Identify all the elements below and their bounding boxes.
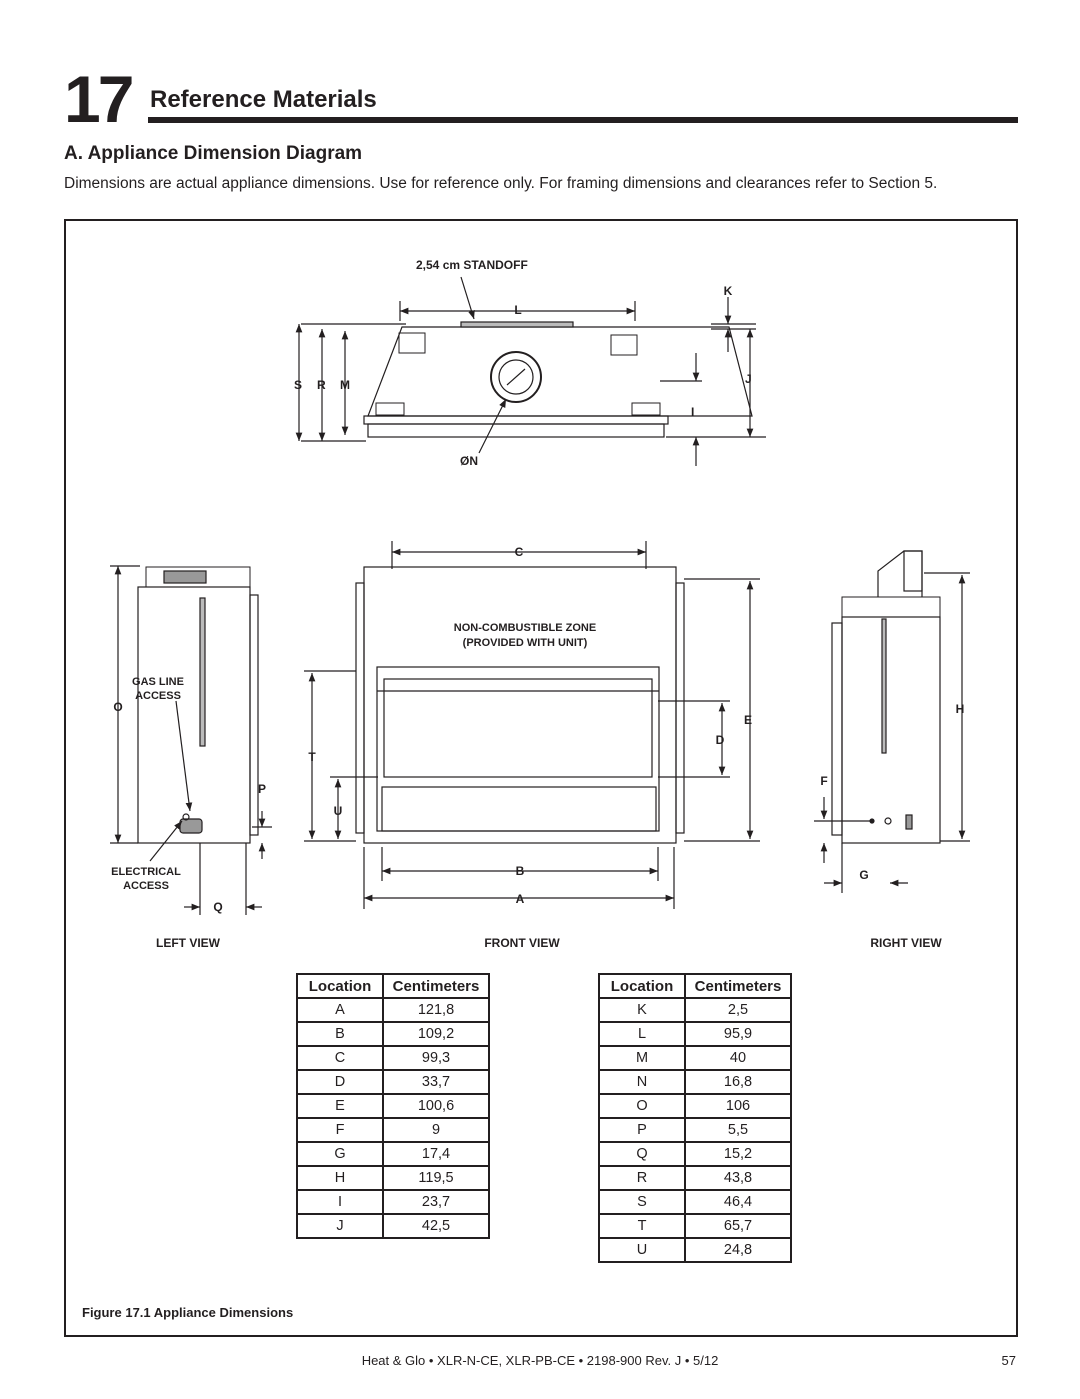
table-row (297, 1022, 489, 1046)
table-row (297, 1190, 489, 1214)
top-view (299, 277, 766, 466)
footer-text: Heat & Glo • XLR-N-CE, XLR-PB-CE • 2198-900 Rev. J • 5/12 (361, 1353, 719, 1368)
centimeters-cell: 106 (685, 1094, 791, 1118)
centimeters-cell: 46,4 (685, 1190, 791, 1214)
location-cell: K (599, 998, 685, 1022)
chapter-number: 17 (64, 62, 132, 136)
table-row (599, 1046, 791, 1070)
dimension-table-right (598, 973, 792, 1263)
centimeters-cell: 121,8 (383, 998, 489, 1022)
location-cell: M (599, 1046, 685, 1070)
centimeters-cell: 40 (685, 1046, 791, 1070)
section-title: A. Appliance Dimension Diagram (64, 143, 363, 164)
label-G: G (859, 868, 869, 882)
location-cell: I (297, 1190, 383, 1214)
location-cell: D (297, 1070, 383, 1094)
centimeters-cell: 5,5 (685, 1118, 791, 1142)
table-row (599, 998, 791, 1022)
centimeters-cell: 33,7 (383, 1070, 489, 1094)
table-row (599, 1214, 791, 1238)
table-row (599, 1166, 791, 1190)
electrical-access-label: ACCESS (123, 880, 169, 892)
front-view (304, 541, 760, 909)
centimeters-cell: 23,7 (383, 1190, 489, 1214)
location-cell: P (599, 1118, 685, 1142)
label-O: O (113, 700, 123, 714)
centimeters-cell: 24,8 (685, 1238, 791, 1262)
location-cell: G (297, 1142, 383, 1166)
label-M: M (340, 378, 350, 392)
location-cell: N (599, 1070, 685, 1094)
table-row (599, 1094, 791, 1118)
location-cell: B (297, 1022, 383, 1046)
zone-line1: NON-COMBUSTIBLE ZONE (453, 622, 597, 634)
table-row (297, 1118, 489, 1142)
label-N: ØN (460, 454, 478, 468)
centimeters-cell: 43,8 (685, 1166, 791, 1190)
col-centimeters: Centimeters (383, 974, 489, 998)
label-F: F (820, 774, 828, 788)
label-H: H (955, 702, 965, 716)
label-I: I (691, 405, 695, 419)
location-cell: L (599, 1022, 685, 1046)
chapter-title: Reference Materials (150, 86, 377, 113)
table-row (599, 1070, 791, 1094)
centimeters-cell: 65,7 (685, 1214, 791, 1238)
table-row (297, 1094, 489, 1118)
left-view-caption: LEFT VIEW (156, 936, 220, 950)
location-cell: U (599, 1238, 685, 1262)
centimeters-cell: 15,2 (685, 1142, 791, 1166)
location-cell: F (297, 1118, 383, 1142)
location-cell: J (297, 1214, 383, 1238)
dimension-diagram (66, 221, 1016, 951)
label-A: A (515, 892, 525, 906)
section-intro: Dimensions are actual appliance dimensions. Use for reference only. For framing dimensions and clearances refer to Section 5. (64, 175, 938, 192)
right-view-caption: RIGHT VIEW (870, 936, 942, 950)
location-cell: C (297, 1046, 383, 1070)
label-C: C (514, 545, 524, 559)
electrical-label: ELECTRICAL (111, 866, 181, 878)
centimeters-cell: 95,9 (685, 1022, 791, 1046)
figure-caption: Figure 17.1 Appliance Dimensions (82, 1305, 294, 1320)
left-view (110, 566, 272, 915)
centimeters-cell: 109,2 (383, 1022, 489, 1046)
location-cell: Q (599, 1142, 685, 1166)
table-row (297, 1214, 489, 1238)
label-Q: Q (213, 900, 223, 914)
centimeters-cell: 16,8 (685, 1070, 791, 1094)
location-cell: R (599, 1166, 685, 1190)
table-row (599, 1142, 791, 1166)
location-cell: T (599, 1214, 685, 1238)
col-location: Location (297, 974, 383, 998)
col-location: Location (599, 974, 685, 998)
centimeters-cell: 100,6 (383, 1094, 489, 1118)
table-row (297, 1142, 489, 1166)
location-cell: A (297, 998, 383, 1022)
centimeters-cell: 9 (383, 1118, 489, 1142)
figure-frame (64, 219, 1018, 1337)
table-row (599, 1118, 791, 1142)
location-cell: S (599, 1190, 685, 1214)
location-cell: H (297, 1166, 383, 1190)
label-U: U (333, 804, 343, 818)
gas-access-label: ACCESS (135, 690, 181, 702)
front-view-caption: FRONT VIEW (484, 936, 560, 950)
page-number: 57 (1001, 1353, 1016, 1368)
dimension-table-left (296, 973, 490, 1239)
location-cell: E (297, 1094, 383, 1118)
standoff-label: 2,54 cm STANDOFF (416, 258, 528, 272)
table-row (599, 1190, 791, 1214)
label-T: T (308, 750, 316, 764)
centimeters-cell: 119,5 (383, 1166, 489, 1190)
label-E: E (743, 713, 753, 727)
table-row (599, 1238, 791, 1262)
table-row (297, 1046, 489, 1070)
label-J: J (745, 372, 752, 386)
label-P: P (257, 782, 267, 796)
label-B: B (515, 864, 525, 878)
label-R: R (317, 378, 326, 392)
right-view (814, 551, 970, 893)
label-S: S (294, 378, 303, 392)
table-row (599, 1022, 791, 1046)
centimeters-cell: 42,5 (383, 1214, 489, 1238)
centimeters-cell: 2,5 (685, 998, 791, 1022)
col-centimeters: Centimeters (685, 974, 791, 998)
table-row (297, 1166, 489, 1190)
chapter-rule (148, 117, 1018, 123)
label-D: D (715, 733, 725, 747)
label-K: K (723, 284, 733, 298)
gas-line-label: GAS LINE (132, 676, 184, 688)
centimeters-cell: 99,3 (383, 1046, 489, 1070)
label-L: L (514, 303, 522, 317)
zone-line2: (PROVIDED WITH UNIT) (462, 637, 588, 649)
centimeters-cell: 17,4 (383, 1142, 489, 1166)
table-row (297, 1070, 489, 1094)
table-row (297, 998, 489, 1022)
location-cell: O (599, 1094, 685, 1118)
